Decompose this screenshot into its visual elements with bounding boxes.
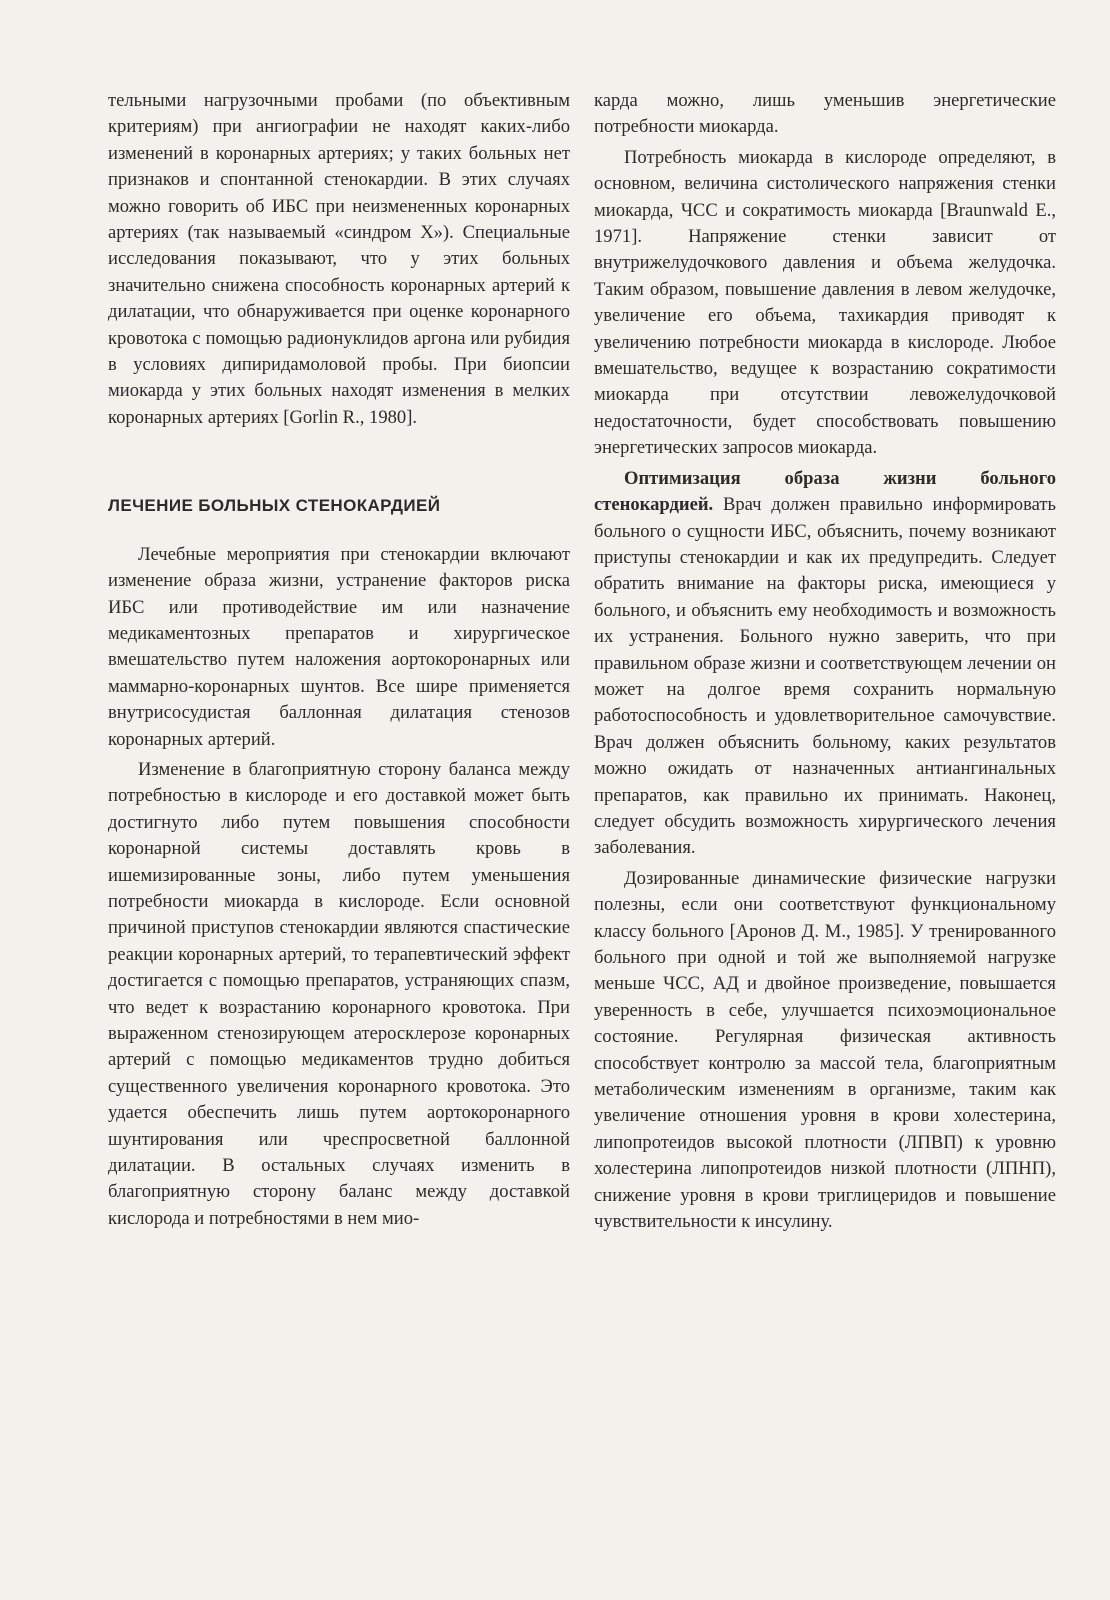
paragraph-physical-load: Дозированные динамические физические нагрузки полезны, если они соответствуют функциональному классу больного [Аронов Д. М., 1985]. У тренированного больного при одной и той же выполняемой нагрузке меньше ЧСС, АД и двойное произведение, повышается уверенность в себе, улучшается психоэмоциональное состояние. Регулярная физическая активность способствует контролю за массой тела, благоприятным метаболическим изменениям в организме, таким как увеличение отношения уровня в крови холестерина, липопротеидов высокой плотности (ЛПВП) к уровню холестерина липопротеидов низкой плотности (ЛПНП), снижение уровня в крови триглицеридов и повышение чувствительности к инсулину. (594, 867, 1056, 1233)
left-column (108, 88, 570, 1232)
right-column (594, 88, 1056, 1235)
section-heading: ЛЕЧЕНИЕ БОЛЬНЫХ СТЕНОКАРДИЕЙ (108, 496, 441, 516)
paragraph-continuation-right: карда можно, лишь уменьшив энергетические потребности миокарда. (594, 90, 1056, 138)
paragraph-oxygen-demand: Потребность миокарда в кислороде определяют, в основном, величина систолического напряжения стенки миокарда, ЧСС и сократимость миокарда [Braunwald E., 1971]. Напряжение стенки зависит от внутрижелудочкового давления и объема желудочка. Таким образом, повышение давления в левом желудочке, увеличение его объема, тахикардия приводят к увеличению потребности миокарда в кислороде. Любое вмешательство, ведущее к возрастанию сократимости миокарда при отсутствии левожелудочковой недостаточности, будет способствовать повышению энергетических запросов миокарда. (594, 146, 1056, 459)
paragraph-lifestyle (594, 466, 1056, 862)
paragraph-lifestyle-text: Врач должен правильно информировать больного о сущности ИБС, объяснить, почему возникают приступы стенокардии и как их предупредить. Следует обратить внимание на факторы риска, имеющиеся у больного, и объяснить ему необходимость и возможность их устранения. Больного нужно заверить, что при правильном образе жизни и соответствующем лечении он может на долгое время сохранить нормальную работоспособность и удовлетворительное самочувствие. Врач должен объяснить больному, каких результатов можно ожидать от назначенных антиангинальных препаратов, как правильно их принимать. Наконец, следует обсудить возможность хирургического лечения заболевания. (594, 494, 1056, 859)
paragraph-lifestyle-lead: Оптимизация образа жизни больного стенокардией. (594, 467, 1056, 516)
paragraph-continuation: тельными нагрузочными пробами (по объективным критериям) при ангиографии не находят каких-либо изменений в коронарных артериях; у таких больных нет признаков и спонтанной стенокардии. В этих случаях можно говорить об ИБС при неизмененных коронарных артериях (так называемый «синдром Х»). Специальные исследования показывают, что у этих больных значительно снижена способность коронарных артерий к дилатации, что обнаруживается при оценке коронарного кровотока с помощью радионуклидов аргона или рубидия в условиях дипиридамоловой пробы. При биопсии миокарда у этих больных находят изменения в мелких коронарных артериях [Gorlin R., 1980]. (108, 90, 570, 428)
paragraph-treatment-measures: Лечебные мероприятия при стенокардии включают изменение образа жизни, устранение факторов риска ИБС или противодействие им или назначение медикаментозных препаратов и хирургическое вмешательство путем наложения аортокоронарных или маммарно-коронарных шунтов. Все шире применяется внутрисосудистая баллонная дилатация стенозов коронарных артерий. (108, 543, 570, 750)
paragraph-oxygen-balance: Изменение в благоприятную сторону баланса между потребностью в кислороде и его доставкой может быть достигнуто либо путем повышения способности коронарной системы доставлять кровь в ишемизированные зоны, либо путем уменьшения потребности миокарда в кислороде. Если основной причиной приступов стенокардии являются спастические реакции коронарных артерий, то терапевтический эффект достигается с помощью препаратов, устраняющих спазм, что ведет к возрастанию коронарного кровотока. При выраженном стенозирующем атеросклерозе коронарных артерий с помощью медикаментов трудно добиться существенного увеличения коронарного кровотока. Это удается обеспечить лишь путем аортокоронарного шунтирования или чреспросветной баллонной дилатации. В остальных случаях изменить в благоприятную сторону баланс между доставкой кислорода и потребностями в нем мио- (108, 758, 570, 1229)
